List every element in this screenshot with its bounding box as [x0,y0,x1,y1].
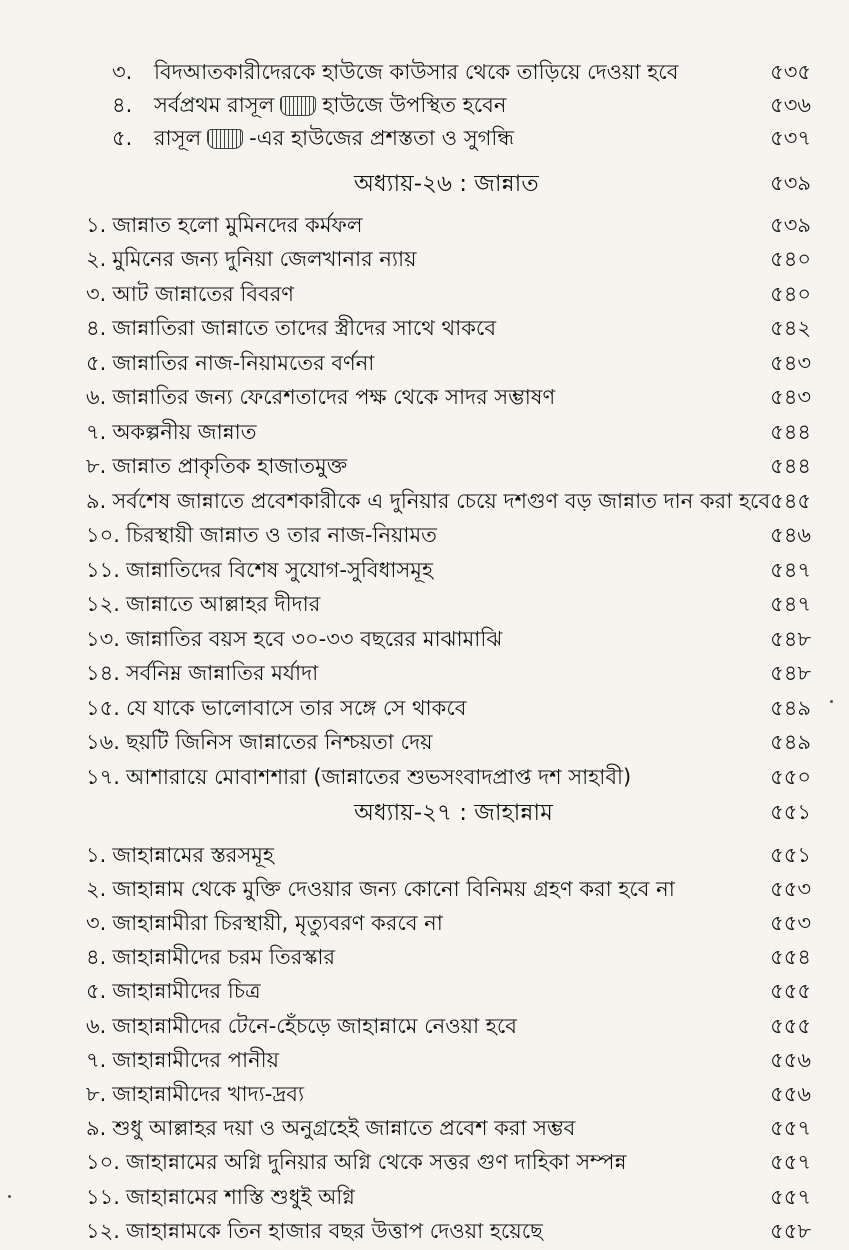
toc-entry [0,1044,849,1078]
entry-page: ৫৫৪ [770,945,811,970]
entry-title: জাহান্নামীরা চিরস্থায়ী, মৃত্যুবরণ করবে না [112,910,443,935]
toc-entry [0,658,849,692]
entry-page: ৫৫৭ [770,1150,811,1175]
toc-entry [0,873,849,907]
entry-title: জান্নাত হলো মুমিনদের কর্মফল [112,212,363,237]
entry-page: ৫৪৮ [770,661,811,685]
toc-entry [0,278,849,312]
entry-page: ৫৪২ [770,316,811,340]
entry-title: জান্নাতিদের বিশেষ সুযোগ-সুবিধাসমূহ [125,557,434,582]
salawat-calligraphy-icon [280,96,316,116]
entry-title: জাহান্নামকে তিন হাজার বছর উত্তাপ দেওয়া হয়েছে [125,1218,543,1243]
toc-entry [0,520,849,554]
entry-title: রাসূল -এর হাউজের প্রশস্ততা ও সুগন্ধি [154,125,515,150]
entry-number: ৫. [86,350,107,375]
toc-entry [0,56,849,90]
entry-number: ৬. [86,1013,107,1038]
entry-page: ৫৪৪ [770,454,811,478]
toc-entry [0,839,849,873]
chapter-heading [0,167,849,201]
entry-page: ৫৫৬ [770,1047,811,1072]
toc-entry [0,89,849,123]
toc-entry [0,589,849,623]
entry-number: ১৭. [86,764,120,789]
entry-title: জান্নাতির নাজ-নিয়ামতের বর্ণনা [112,350,375,375]
toc-entry [0,1010,849,1044]
entry-title: সর্বশেষ জান্নাতে প্রবেশকারীকে এ দুনিয়ার চেয়ে দশগুণ বড় জান্নাত দান করা হবে [112,488,771,513]
entry-number: ৪. [112,92,133,117]
entry-title: জাহান্নামীদের টেনে-হেঁচড়ে জাহান্নামে নেওয়া হবে [112,1013,517,1038]
entry-number: ৮. [86,1081,107,1106]
entry-page: ৫৪৮ [770,626,811,651]
entry-page: ৫৫১ [770,842,811,867]
entry-title: যে যাকে ভালোবাসে তার সঙ্গে সে থাকবে [125,695,467,720]
entry-number: ৩. [86,910,107,935]
entry-number: ৭. [86,419,107,444]
entry-number: ৩. [112,59,133,84]
entry-page: ৫৪০ [770,247,811,271]
chapter-page: ৫৩৯ [770,170,811,195]
entry-page: ৫৫৭ [770,1116,811,1141]
entry-number: ১২. [86,1218,120,1243]
entry-number: ১১. [86,1184,120,1209]
entry-title: জাহান্নামীদের চিত্র [112,979,261,1004]
toc-entry [0,485,849,519]
entry-number: ৫. [112,125,133,150]
toc-entry [0,382,849,416]
salawat-calligraphy-icon [207,129,243,149]
entry-number: ১২. [86,592,120,616]
entry-page: ৫৫৩ [770,876,811,901]
entry-title: অকল্পনীয় জান্নাত [112,419,257,444]
entry-number: ৯. [86,1116,107,1141]
entry-title: বিদআতকারীদেরকে হাউজে কাউসার থেকে তাড়িয়ে দেওয়া হবে [154,59,679,84]
entry-title: জান্নাতির জন্য ফেরেশতাদের পক্ষ থেকে সাদর সম্ভাষণ [112,385,556,409]
entry-number: ৩. [86,281,107,306]
toc-entry [0,1113,849,1147]
entry-page: ৫৩৯ [770,212,811,237]
toc-entry [0,1147,849,1181]
entry-number: ২. [86,876,107,901]
entry-title: চিরস্থায়ী জান্নাত ও তার নাজ-নিয়ামত [125,523,437,547]
entry-number: ১০. [86,523,120,547]
entry-number: ৫. [86,979,107,1004]
entry-page: ৫৪৯ [770,730,811,754]
entry-page: ৫৫৫ [770,1013,811,1038]
entry-title: সর্বপ্রথম রাসূল হাউজে উপস্থিত হবেন [154,92,507,117]
entry-number: ১৪. [86,661,120,685]
toc-entry [0,209,849,243]
entry-title: সর্বনিম্ন জান্নাতির মর্যাদা [125,661,319,685]
entry-page: ৫৪৭ [770,592,811,616]
entry-page: ৫৩৭ [770,125,811,150]
entry-number: ১. [86,212,107,237]
entry-title: জান্নাতির বয়স হবে ৩০-৩৩ বছরের মাঝামাঝি [125,626,503,651]
entry-title: জান্নাত প্রাকৃতিক হাজাতমুক্ত [112,454,348,478]
entry-number: ৬. [86,385,107,409]
entry-page: ৫৫৬ [770,1081,811,1106]
entry-number: ১০. [86,1150,120,1175]
toc-entry [0,1181,849,1215]
toc-entry [0,416,849,450]
toc-entry [0,244,849,278]
entry-number: ১. [86,842,107,867]
entry-number: ১৫. [86,695,120,720]
entry-title: আশারায়ে মোবাশশারা (জান্নাতের শুভসংবাদপ্রাপ্ত দশ সাহাবী) [125,764,632,789]
entry-number: ২. [86,247,107,271]
toc-entry [0,623,849,657]
entry-number: ৭. [86,1047,107,1072]
paper-speck [8,1195,11,1198]
entry-page: ৫৪৯ [770,695,811,720]
entry-title: জান্নাতে আল্লাহর দীদার [125,592,321,616]
entry-page: ৫৫০ [770,764,811,789]
toc-entry [0,1078,849,1112]
toc-entry [0,122,849,156]
entry-title: ছয়টি জিনিস জান্নাতের নিশ্চয়তা দেয় [125,730,433,754]
entry-number: ১৬. [86,730,120,754]
entry-page: ৫৪৭ [770,557,811,582]
entry-page: ৫৪৩ [770,385,811,409]
toc-entry [0,1215,849,1249]
entry-number: ১১. [86,557,120,582]
entry-number: ৪. [86,945,107,970]
entry-title: জাহান্নামীদের চরম তিরস্কার [112,945,336,970]
entry-number: ৮. [86,454,107,478]
entry-page: ৫৪৪ [770,419,811,444]
entry-page: ৫৪৫ [770,488,811,513]
entry-page: ৫৪৩ [770,350,811,375]
entry-title: মুমিনের জন্য দুনিয়া জেলখানার ন্যায় [112,247,417,271]
toc-entry [0,727,849,761]
toc-entry [0,907,849,941]
entry-page: ৫৪০ [770,281,811,306]
entry-title: জাহান্নামের স্তরসমূহ [112,842,274,867]
entry-page: ৫৫৮ [770,1218,811,1243]
entry-number: ৪. [86,316,107,340]
toc-entry [0,942,849,976]
toc-entry [0,554,849,588]
toc-entry [0,761,849,795]
entry-page: ৫৫৫ [770,979,811,1004]
entry-title: জাহান্নামের শাস্তি শুধুই অগ্নি [125,1184,355,1209]
paper-speck [830,700,833,703]
entry-title: জাহান্নামের অগ্নি দুনিয়ার অগ্নি থেকে সত্তর গুণ দাহিকা সম্পন্ন [125,1150,627,1175]
entry-page: ৫৪৬ [770,523,811,547]
entry-title: জাহান্নামীদের খাদ্য-দ্রব্য [112,1081,305,1106]
toc-entry [0,313,849,347]
entry-page: ৫৩৬ [770,92,811,117]
entry-page: ৫৫৩ [770,910,811,935]
entry-page: ৫৫৭ [770,1184,811,1209]
toc-entry [0,347,849,381]
entry-title: আট জান্নাতের বিবরণ [112,281,294,306]
chapter-heading [0,796,849,830]
entry-title: শুধু আল্লাহর দয়া ও অনুগ্রহেই জান্নাতে প্রবেশ করা সম্ভব [112,1116,576,1141]
entry-title: জাহান্নাম থেকে মুক্তি দেওয়ার জন্য কোনো বিনিময় গ্রহণ করা হবে না [112,876,675,901]
entry-page: ৫৩৫ [770,59,811,84]
toc-entry [0,976,849,1010]
entry-number: ১৩. [86,626,120,651]
chapter-title: অধ্যায়-২৭ : জাহান্নাম [354,799,553,826]
entry-title: জান্নাতিরা জান্নাতে তাদের স্ত্রীদের সাথে থাকবে [112,316,497,340]
entry-title: জাহান্নামীদের পানীয় [112,1047,280,1072]
chapter-title: অধ্যায়-২৬ : জান্নাত [354,170,539,197]
chapter-page: ৫৫১ [770,799,811,824]
entry-number: ৯. [86,488,107,513]
toc-entry [0,451,849,485]
toc-entry [0,692,849,726]
